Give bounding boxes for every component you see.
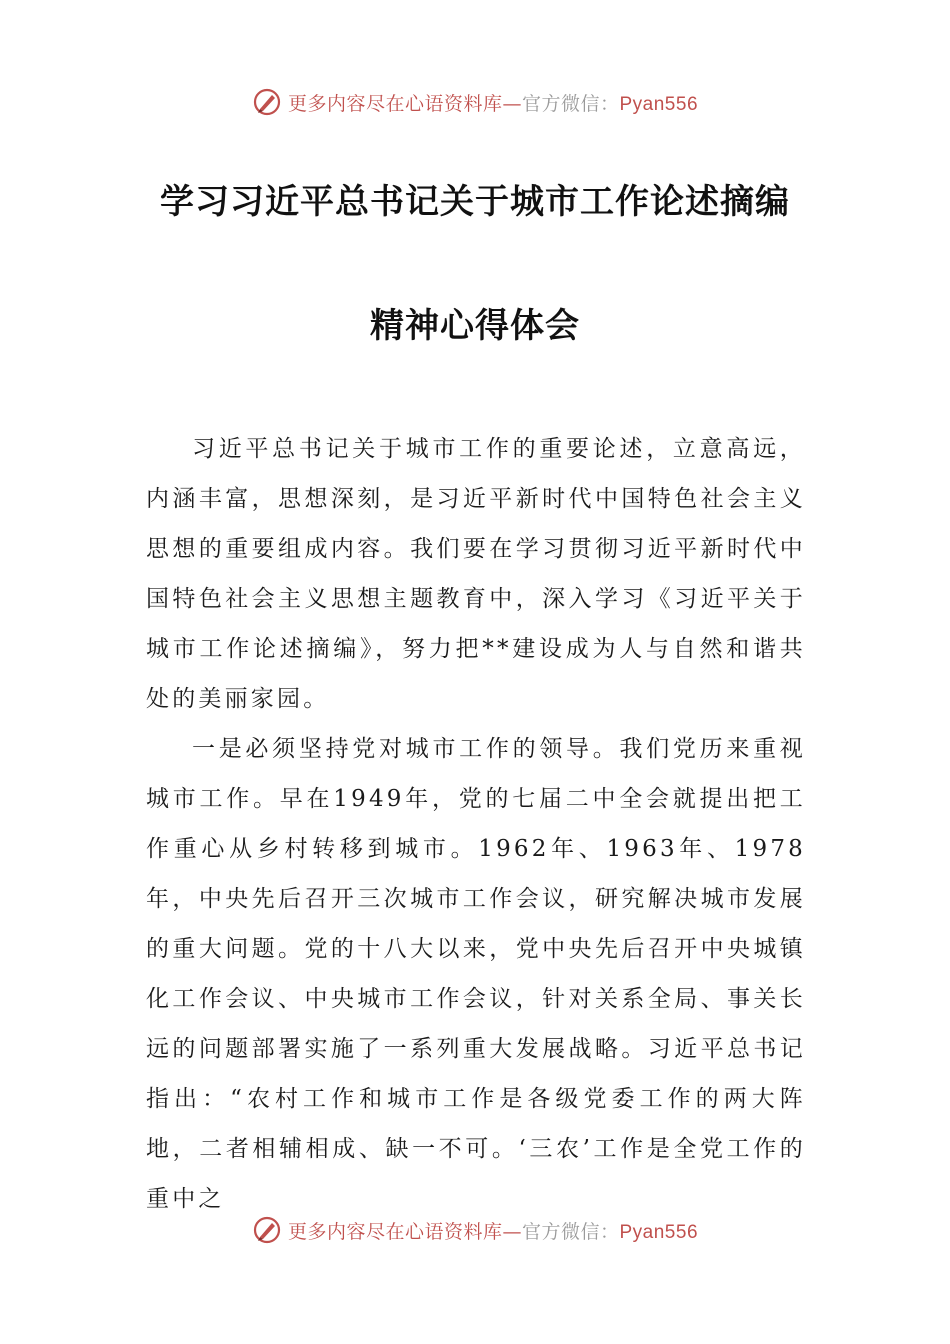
watermark-official-label: 官方微信： xyxy=(521,92,620,115)
document-body xyxy=(146,424,806,1224)
watermark-wechat-id: Pyan556 xyxy=(619,1221,699,1243)
watermark-dash: — xyxy=(502,92,522,115)
document-title-line1: 学习习近平总书记关于城市工作论述摘编 xyxy=(160,182,790,222)
watermark-wechat-id: Pyan556 xyxy=(619,93,699,115)
paragraph-point-one: 一是必须坚持党对城市工作的领导。我们党历来重视城市工作。早在1949年，党的七届二中全会就提出把工作重心从乡村转移到城市。1962年、1963年、1978年，中央先后召开三次城市工作会议，研究解决城市发展的重大问题。党的十八大以来，党中央先后召开中央城镇化工作会议、中央城市工作会议，针对关系全局、事关长远的问题部署实施了一系列重大发展战略。习近平总书记指出：“农村工作和城市工作是各级党委工作的两大阵地，二者相辅相成、缺一不可。‘三农’工作是全党工作的重中之 xyxy=(146,736,806,1212)
footer-watermark xyxy=(0,1210,950,1250)
watermark-text xyxy=(288,89,698,116)
document-title-line2: 精神心得体会 xyxy=(370,306,580,346)
watermark-official-label: 官方微信： xyxy=(521,1220,620,1243)
header-watermark xyxy=(0,82,950,122)
watermark-site: 更多内容尽在心语资料库 xyxy=(287,92,503,115)
paragraph-intro: 习近平总书记关于城市工作的重要论述，立意高远，内涵丰富，思想深刻，是习近平新时代中国特色社会主义思想的重要组成内容。我们要在学习贯彻习近平新时代中国特色社会主义思想主题教育中，深入学习《习近平关于城市工作论述摘编》，努力把**建设成为人与自然和谐共处的美丽家园。 xyxy=(146,436,806,712)
watermark-dash: — xyxy=(502,1220,522,1243)
pen-logo-icon xyxy=(252,87,282,117)
watermark-site: 更多内容尽在心语资料库 xyxy=(287,1220,503,1243)
watermark-text xyxy=(288,1217,698,1244)
pen-logo-icon xyxy=(252,1215,282,1245)
